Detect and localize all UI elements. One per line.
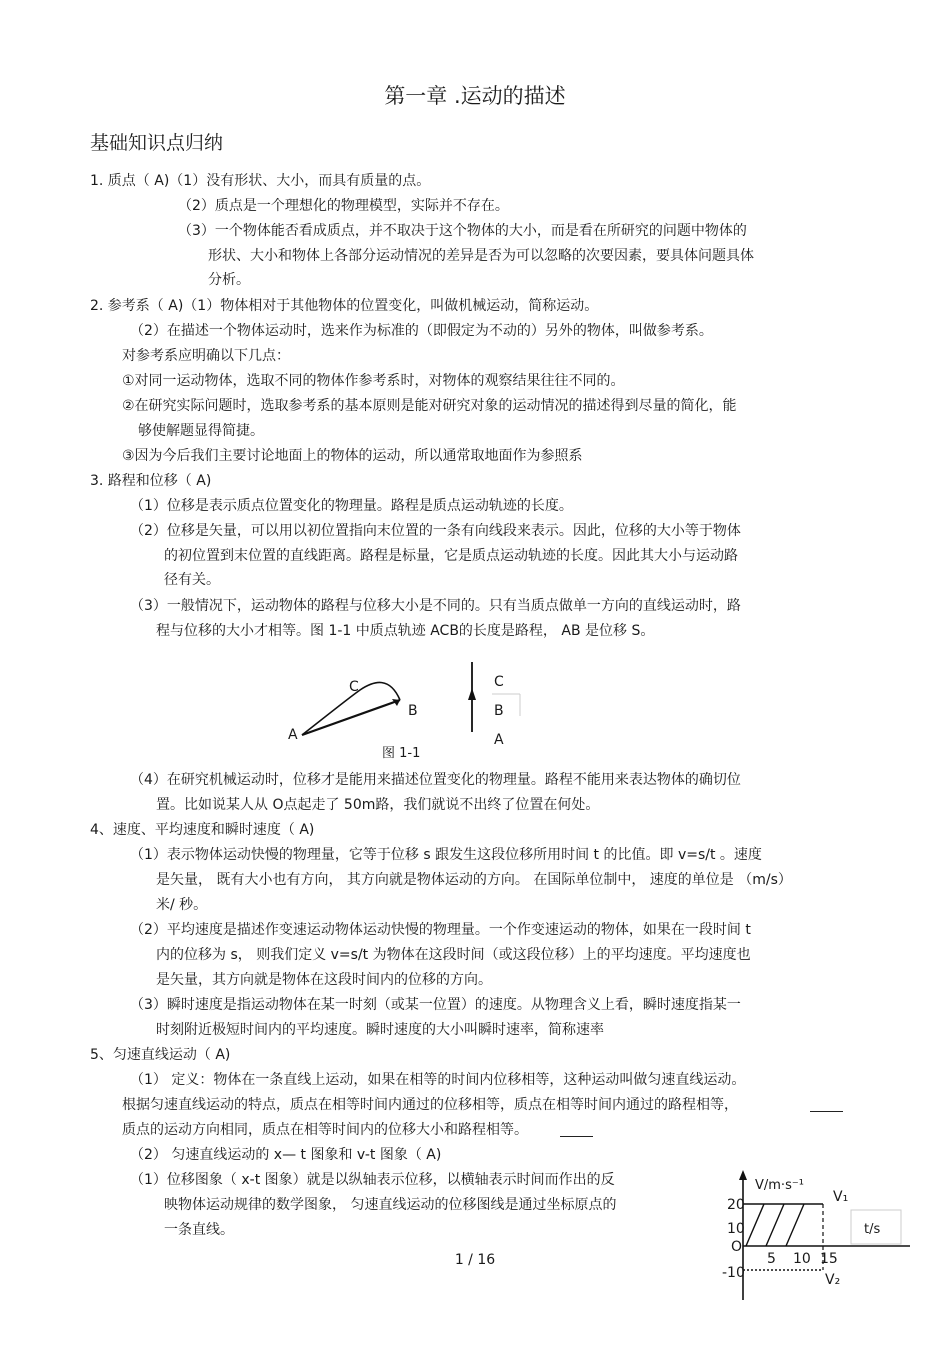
series-label-v2: V₂ [825,1272,841,1288]
text-line: 内的位移为 s， 则我们定义 v=s/t 为物体在这段时间（或这段位移）上的平均速度。平均速度也 [156,947,751,963]
text-line: 置。比如说某人从 O点起走了 50m路，我们就说不出终了位置在何处。 [156,797,600,813]
x-tick-label: 15 [820,1251,838,1267]
series-label-v1: V₁ [833,1189,849,1205]
point-label-c: C [349,679,359,695]
text-line: 对参考系应明确以下几点： [122,348,290,364]
text-line: 是矢量，其方向就是物体在这段时间内的位移的方向。 [156,972,492,988]
y-tick-label: -10 [722,1265,745,1281]
text-line: （3）一般情况下，运动物体的路程与位移大小是不同的。只有当质点做单一方向的直线运动时，路 [130,598,741,614]
y-axis-label: V/m·s⁻¹ [755,1178,804,1193]
text-line: 米/ 秒。 [156,897,208,913]
blank-underline [560,1136,593,1137]
text-line: ③因为今后我们主要讨论地面上的物体的运动，所以通常取地面作为参照系 [122,448,583,464]
text-line: 是矢量， 既有大小也有方向， 其方向就是物体运动的方向。 在国际单位制中， 速度的单位是 （m/s） [156,872,792,888]
text-line: ①对同一运动物体，选取不同的物体作参考系时，对物体的观察结果往往不同的。 [122,373,625,389]
text-line: （4）在研究机械运动时，位移才是能用来描述位置变化的物理量。路程不能用来表达物体的确切位 [130,772,741,788]
text-line: （2）在描述一个物体运动时，选来作为标准的（即假定为不动的）另外的物体，叫做参考系。 [130,323,713,339]
text-line: 程与位移的大小才相等。图 1-1 中质点轨迹 ACB的长度是路程， AB 是位移 S。 [156,623,655,639]
text-line: 够使解题显得简捷。 [138,423,264,439]
straight-line-diagram [462,660,522,740]
text-line: 5、匀速直线运动（ A) [90,1047,231,1063]
text-line: （2） 匀速直线运动的 x— t 图象和 v-t 图象（ A) [130,1147,442,1163]
text-line: 2. 参考系（ A)（1）物体相对于其他物体的位置变化，叫做机械运动，简称运动。 [90,298,599,314]
text-line: 4、速度、平均速度和瞬时速度（ A) [90,822,315,838]
point-label-b: B [494,703,504,719]
point-label-c: C [494,674,504,690]
y-tick-label: O [731,1239,743,1255]
text-line: （3）一个物体能否看成质点，并不取决于这个物体的大小，而是看在所研究的问题中物体的 [178,223,747,239]
text-line: （1）位移是表示质点位置变化的物理量。路程是质点运动轨迹的长度。 [130,498,573,514]
section-heading: 基础知识点归纳 [90,132,224,154]
point-label-a: A [494,732,504,748]
text-line: 时刻附近极短时间内的平均速度。瞬时速度的大小叫瞬时速率，简称速率 [156,1022,604,1038]
text-line: （1）位移图象（ x-t 图象）就是以纵轴表示位移，以横轴表示时间而作出的反 [130,1172,615,1188]
point-label-a: A [288,727,298,743]
blank-underline [810,1111,843,1112]
text-line: （2）质点是一个理想化的物理模型，实际并不存在。 [178,198,509,214]
text-line: 1. 质点（ A)（1）没有形状、大小，而具有质量的点。 [90,173,431,189]
text-line: 映物体运动规律的数学图象， 匀速直线运动的位移图线是通过坐标原点的 [164,1197,617,1213]
text-line: 质点的运动方向相同，质点在相等时间内的位移大小和路程相等。 [122,1122,528,1138]
x-tick-label: 10 [793,1251,811,1267]
text-line: 分析。 [208,272,250,288]
text-line: 根据匀速直线运动的特点，质点在相等时间内通过的位移相等，质点在相等时间内通过的路程相等， [122,1097,738,1113]
text-line: 径有关。 [164,572,220,588]
text-line: （2）位移是矢量，可以用以初位置指向末位置的一条有向线段来表示。因此，位移的大小等于物体 [130,523,741,539]
text-line: 的初位置到末位置的直线距离。路程是标量，它是质点运动轨迹的长度。因此其大小与运动路 [164,548,738,564]
text-line: 形状、大小和物体上各部分运动情况的差异是否为可以忽略的次要因素，要具体问题具体 [208,248,754,264]
y-tick-label: 20 [727,1197,745,1213]
text-line: 3. 路程和位移（ A) [90,473,212,489]
chapter-title: 第一章 .运动的描述 [384,84,566,108]
figure-caption: 图 1-1 [382,746,421,761]
text-line: ②在研究实际问题时，选取参考系的基本原则是能对研究对象的运动情况的描述得到尽量的简化，能 [122,398,737,414]
text-line: （2）平均速度是描述作变速运动物体运动快慢的物理量。一个作变速运动的物体，如果在一段时间 t [130,922,751,938]
text-line: （1） 定义：物体在一条直线上运动，如果在相等的时间内位移相等，这种运动叫做匀速直线运动。 [130,1072,746,1088]
page-number: 1 / 16 [454,1252,496,1268]
text-line: （3）瞬时速度是指运动物体在某一时刻（或某一位置）的速度。从物理含义上看，瞬时速度指某一 [130,997,741,1013]
y-tick-label: 10 [727,1221,745,1237]
x-tick-label: 5 [767,1251,776,1267]
x-axis-label: t/s [864,1222,881,1237]
text-line: （1）表示物体运动快慢的物理量，它等于位移 s 跟发生这段位移所用时间 t 的比值。即 v=s/t 。速度 [130,847,762,863]
point-label-b: B [408,703,418,719]
text-line: 一条直线。 [164,1222,234,1238]
